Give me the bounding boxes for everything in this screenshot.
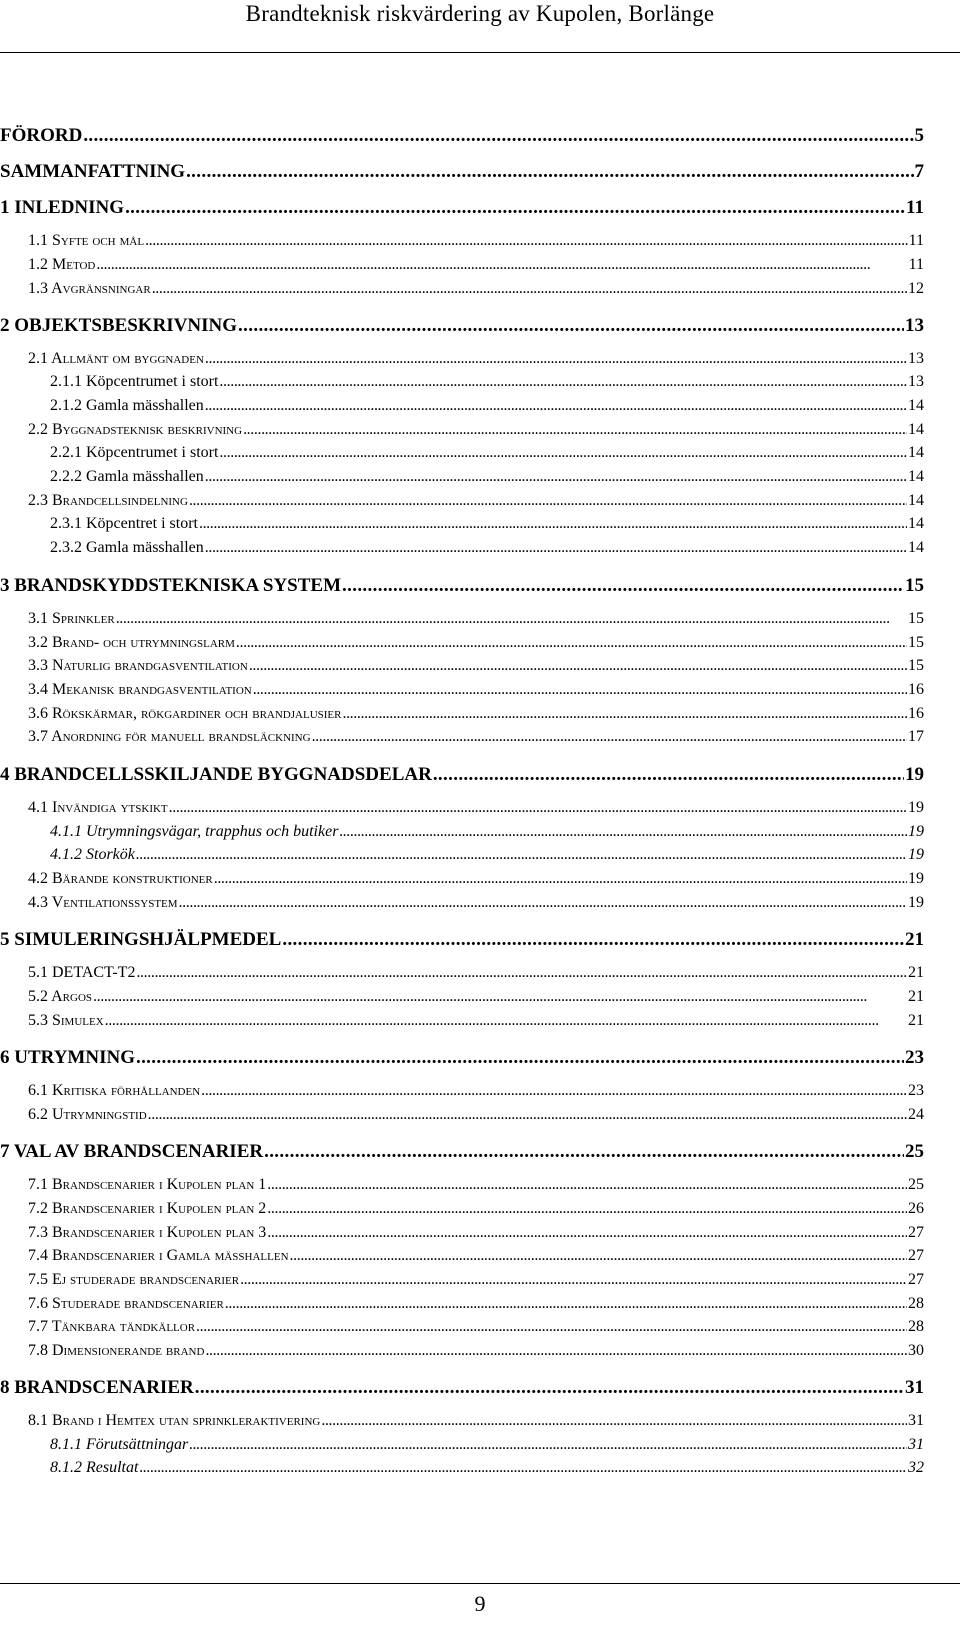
toc-entry[interactable] [0,1141,924,1163]
toc-entry-page: 11 [908,232,924,249]
toc-leader-dots [116,610,907,628]
toc-entry[interactable] [28,421,924,439]
toc-leader-dots [205,350,907,368]
toc-entry-title: 7.6 Studerade brandscenarier [28,1295,224,1312]
toc-entry[interactable] [50,468,924,486]
toc-leader-dots [312,728,907,746]
toc-entry-page: 19 [908,799,924,816]
toc-entry[interactable] [50,515,924,533]
toc-leader-dots [83,125,913,147]
toc-entry-page: 30 [908,1342,924,1359]
toc-entry-title: SAMMANFATTNING [0,161,186,182]
toc-entry-page: 25 [905,1141,924,1162]
toc-entry[interactable] [28,1342,924,1360]
toc-entry-title: 7.8 Dimensionerande brand [28,1342,205,1359]
toc-entry-title: 7.2 Brandscenarier i Kupolen plan 2 [28,1200,267,1217]
footer-divider [0,1583,960,1584]
toc-entry[interactable] [28,280,924,298]
toc-entry-page: 14 [908,492,924,509]
toc-entry[interactable] [28,1318,924,1336]
toc-entry-title: 2.3 Brandcellsindelning [28,492,188,509]
toc-leader-dots [205,397,907,415]
toc-entry-page: 7 [914,161,924,182]
toc-leader-dots [249,657,907,675]
toc-entry-title: 7.3 Brandscenarier i Kupolen plan 3 [28,1224,267,1241]
toc-entry[interactable] [50,1436,924,1454]
toc-entry-title: 3.6 Rökskärmar, rökgardiner och brandjalusier [28,705,342,722]
toc-entry[interactable] [28,657,924,675]
toc-entry-page: 21 [908,964,924,981]
toc-leader-dots [205,539,907,557]
toc-entry-page: 16 [908,681,924,698]
toc-entry-page: 14 [908,397,924,414]
toc-leader-dots [236,634,907,652]
toc-entry-title: 5.2 Argos [28,988,93,1005]
toc-leader-dots [136,846,907,864]
toc-leader-dots [267,1224,907,1242]
toc-leader-dots [253,681,907,699]
toc-entry-page: 27 [908,1271,924,1288]
toc-leader-dots [189,492,907,510]
toc-leader-dots [264,1141,904,1163]
toc-entry[interactable] [0,315,924,337]
toc-entry-title: 8.1.2 Resultat [50,1459,139,1476]
toc-entry-title: 2.2 Byggnadsteknisk beskrivning [28,421,243,438]
toc-entry[interactable] [0,764,924,786]
toc-entry-page: 12 [908,280,924,297]
toc-leader-dots [199,515,907,533]
toc-entry-title: 7.7 Tänkbara tändkällor [28,1318,196,1335]
toc-entry[interactable] [0,575,924,597]
toc-entry-title: 8.1.1 Förutsättningar [50,1436,189,1453]
toc-leader-dots [290,1247,907,1265]
toc-leader-dots [219,373,907,391]
header-divider [0,52,960,53]
toc-entry-page: 24 [908,1106,924,1123]
toc-entry[interactable] [28,1012,924,1030]
toc-entry-title: 2.1.1 Köpcentrumet i stort [50,373,219,390]
toc-entry-page: 23 [905,1047,924,1068]
toc-entry-page: 27 [908,1224,924,1241]
toc-entry-page: 13 [905,315,924,336]
toc-entry-page: 28 [908,1318,924,1335]
toc-entry-page: 14 [908,468,924,485]
toc-entry-title: 7.5 Ej studerade brandscenarier [28,1271,240,1288]
toc-leader-dots [136,964,907,982]
toc-entry[interactable] [28,870,924,888]
toc-entry-title: 7.4 Brandscenarier i Gamla mässhallen [28,1247,289,1264]
toc-entry-page: 31 [908,1412,924,1429]
toc-entry-page: 14 [908,539,924,556]
toc-leader-dots [139,1459,907,1477]
toc-entry-page: 5 [914,125,924,146]
toc-entry[interactable] [28,988,924,1006]
toc-leader-dots [321,1412,907,1430]
toc-entry-title: 1.3 Avgränsningar [28,280,151,297]
toc-leader-dots [238,315,904,337]
toc-entry-title: 4.1 Invändiga ytskikt [28,799,168,816]
toc-leader-dots [342,575,904,597]
toc-entry-page: 19 [908,870,924,887]
toc-entry-title: 8.1 Brand i Hemtex utan sprinkleraktivering [28,1412,321,1429]
toc-entry[interactable] [50,539,924,557]
toc-entry-title: 8 BRANDSCENARIER [0,1377,194,1398]
toc-entry-page: 17 [908,728,924,745]
toc-leader-dots [96,256,907,274]
toc-entry[interactable] [28,1224,924,1242]
toc-entry-page: 26 [908,1200,924,1217]
toc-entry[interactable] [28,1412,924,1430]
toc-entry-title: 3 BRANDSKYDDSTEKNISKA SYSTEM [0,575,342,596]
toc-entry-title: 6.2 Utrymningstid [28,1106,147,1123]
toc-entry[interactable] [28,964,924,982]
toc-entry-title: 6 UTRYMNING [0,1047,135,1068]
toc-leader-dots [196,1318,907,1336]
toc-entry-title: 7.1 Brandscenarier i Kupolen plan 1 [28,1176,267,1193]
toc-leader-dots [243,421,907,439]
toc-leader-dots [225,1295,907,1313]
running-header: Brandteknisk riskvärdering av Kupolen, Borlänge [245,1,715,26]
toc-leader-dots [205,1342,907,1360]
page-number: 9 [474,1591,486,1616]
toc-leader-dots [189,1436,907,1454]
toc-entry-title: 2.1 Allmänt om byggnaden [28,350,204,367]
toc-leader-dots [282,929,904,951]
toc-entry-page: 13 [908,350,924,367]
toc-entry-title: 6.1 Kritiska förhållanden [28,1082,201,1099]
toc-entry[interactable] [28,1176,924,1194]
toc-entry[interactable] [28,894,924,912]
toc-entry-title: 2.1.2 Gamla mässhallen [50,397,204,414]
toc-entry-title: 3.1 Sprinkler [28,610,115,627]
toc-entry-page: 23 [908,1082,924,1099]
toc-entry[interactable] [0,161,924,183]
toc-entry[interactable] [28,1271,924,1289]
toc-leader-dots [136,1047,904,1069]
toc-entry-page: 21 [905,929,924,950]
toc-entry-page: 11 [908,256,924,273]
toc-leader-dots [186,161,913,183]
toc-entry[interactable] [28,799,924,817]
toc-leader-dots [433,764,904,786]
toc-entry-title: FÖRORD [0,125,83,146]
toc-entry[interactable] [0,197,924,219]
toc-leader-dots [267,1176,907,1194]
toc-leader-dots [145,232,908,250]
toc-entry[interactable] [28,681,924,699]
toc-entry-page: 25 [908,1176,924,1193]
toc-entry[interactable] [0,1377,924,1399]
toc-entry[interactable] [50,823,924,841]
toc-entry-page: 27 [908,1247,924,1264]
toc-entry[interactable] [28,1247,924,1265]
toc-entry-page: 19 [905,764,924,785]
toc-entry[interactable] [28,1200,924,1218]
toc-entry-title: 5 SIMULERINGSHJÄLPMEDEL [0,929,282,950]
toc-entry-title: 3.2 Brand- och utrymningslarm [28,634,235,651]
toc-entry[interactable] [50,846,924,864]
toc-leader-dots [105,1012,907,1030]
toc-entry-title: 4.3 Ventilationssystem [28,894,178,911]
toc-leader-dots [152,280,907,298]
toc-leader-dots [148,1106,907,1124]
toc-entry-title: 2.2.1 Köpcentrumet i stort [50,444,219,461]
toc-entry[interactable] [50,1459,924,1477]
toc-leader-dots [339,823,907,841]
toc-entry[interactable] [0,929,924,951]
toc-leader-dots [125,197,905,219]
toc-leader-dots [169,799,907,817]
toc-entry-page: 16 [908,705,924,722]
toc-entry-title: 2.2.2 Gamla mässhallen [50,468,204,485]
toc-leader-dots [342,705,907,723]
toc-leader-dots [205,468,907,486]
toc-entry-title: 1 INLEDNING [0,197,125,218]
toc-entry[interactable] [28,232,924,250]
toc-leader-dots [240,1271,907,1289]
toc-entry-title: 1.1 Syfte och mål [28,232,145,249]
toc-entry-title: 3.4 Mekanisk brandgasventilation [28,681,252,698]
toc-entry-page: 13 [908,373,924,390]
toc-entry-page: 31 [908,1436,924,1453]
toc-entry-page: 14 [908,515,924,532]
toc-entry-page: 19 [908,894,924,911]
toc-entry[interactable] [28,1106,924,1124]
toc-entry-page: 21 [908,988,924,1005]
toc-entry[interactable] [28,705,924,723]
toc-entry[interactable] [28,728,924,746]
toc-entry-page: 15 [908,634,924,651]
toc-entry-title: 4 BRANDCELLSSKILJANDE BYGGNADSDELAR [0,764,432,785]
toc-entry[interactable] [50,373,924,391]
toc-entry-title: 5.3 Simulex [28,1012,104,1029]
toc-entry[interactable] [0,125,924,147]
toc-entry-title: 2 OBJEKTSBESKRIVNING [0,315,238,336]
toc-leader-dots [179,894,907,912]
toc-entry-title: 5.1 DETACT-T2 [28,964,136,981]
toc-entry-title: 2.3.2 Gamla mässhallen [50,539,204,556]
toc-entry-title: 3.3 Naturlig brandgasventilation [28,657,248,674]
toc-leader-dots [219,444,907,462]
toc-entry-title: 2.3.1 Köpcentret i stort [50,515,198,532]
toc-entry[interactable] [28,1295,924,1313]
toc-entry-page: 15 [905,575,924,596]
toc-entry[interactable] [0,1047,924,1069]
toc-entry[interactable] [28,256,924,274]
toc-entry-title: 4.2 Bärande konstruktioner [28,870,213,887]
toc-entry[interactable] [50,397,924,415]
toc-entry[interactable] [50,444,924,462]
toc-entry-page: 19 [908,823,924,840]
toc-entry-page: 21 [908,1012,924,1029]
toc-leader-dots [267,1200,907,1218]
toc-entry[interactable] [28,634,924,652]
toc-entry-title: 1.2 Metod [28,256,96,273]
toc-leader-dots [201,1082,907,1100]
toc-entry-title: 4.1.1 Utrymningsvägar, trapphus och butiker [50,823,339,840]
toc-entry[interactable] [28,350,924,368]
toc-entry-page: 19 [908,846,924,863]
toc-entry[interactable] [28,1082,924,1100]
toc-entry-title: 7 VAL AV BRANDSCENARIER [0,1141,264,1162]
toc-entry-page: 32 [908,1459,924,1476]
toc-entry-page: 15 [908,610,924,627]
toc-entry-page: 28 [908,1295,924,1312]
toc-entry[interactable] [28,492,924,510]
toc-leader-dots [214,870,907,888]
toc-entry-page: 31 [905,1377,924,1398]
toc-entry-page: 15 [908,657,924,674]
toc-leader-dots [195,1377,904,1399]
toc-leader-dots [93,988,907,1006]
toc-entry-title: 4.1.2 Storkök [50,846,135,863]
toc-entry-page: 11 [906,197,924,218]
toc-entry-title: 3.7 Anordning för manuell brandsläckning [28,728,311,745]
toc-entry-page: 14 [908,444,924,461]
toc-entry-page: 14 [908,421,924,438]
toc-entry[interactable] [28,610,924,628]
